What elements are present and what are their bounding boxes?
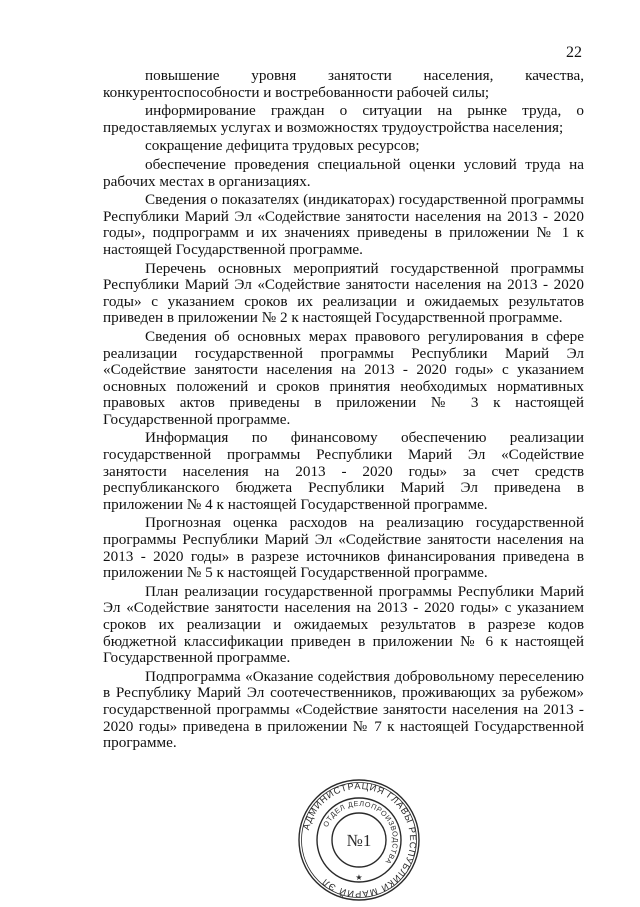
paragraph: План реализации государственной программы Республики Марий Эл «Содействие занятости населения на 2013 - 2020 годы» с указанием сроков их реализации и ожидаемых результатов в разрезе кодов бюджетной классификации приведен в приложении № 6 к настоящей Государственной программе. xyxy=(103,582,584,667)
paragraph: Перечень основных мероприятий государственной программы Республики Марий Эл «Содействие занятости населения на 2013 - 2020 годы» с указанием сроков их реализации и ожидаемых результатов приведен в приложении № 2 к настоящей Государственной программе. xyxy=(103,259,584,327)
paragraph: повышение уровня занятости населения, качества, конкурентоспособности и востребованности рабочей силы; xyxy=(103,67,584,101)
stamp-number: №1 xyxy=(346,831,372,850)
stamp-inner-text: ОТДЕЛ ДЕЛОПРОИЗВОДСТВА xyxy=(321,798,401,867)
official-stamp xyxy=(297,778,421,902)
stamp-outer-text: АДМИНИСТРАЦИЯ ГЛАВЫ РЕСПУБЛИКИ МАРИЙ ЭЛ xyxy=(301,780,419,900)
paragraph: Сведения об основных мерах правового регулирования в сфере реализации государственной программы Республики Марий Эл «Содействие занятости населения на 2013 - 2020 годы» с указанием основных положений и сроков принятия необходимых нормативных правовых актов приведены в приложении № 3 к настоящей Государственной программе. xyxy=(103,327,584,428)
paragraph: Информация по финансовому обеспечению реализации государственной программы Республики Марий Эл «Содействие занятости населения на 2013 - 2020 годы» за счет средств республиканского бюджета Республики Марий Эл приведена в приложении № 4 к настоящей Государственной программе. xyxy=(103,429,584,513)
stamp-seal xyxy=(297,778,421,902)
paragraph: Сведения о показателях (индикаторах) государственной программы Республики Марий Эл «Содействие занятости населения на 2013 - 2020 годы», подпрограмм и их значениях приведены в приложении № 1 к настоящей Государственной программе. xyxy=(103,191,584,258)
stamp-star-icon: ★ xyxy=(355,873,363,882)
paragraph: Прогнозная оценка расходов на реализацию государственной программы Республики Марий Эл «Содействие занятости населения на 2013 - 2020 годы» в разрезе источников финансирования приведена в приложении № 5 к настоящей Государственной программе. xyxy=(103,514,584,582)
body-text xyxy=(103,68,584,754)
paragraph: сокращение дефицита трудовых ресурсов; xyxy=(145,137,420,155)
paragraph: обеспечение проведения специальной оценки условий труда на рабочих местах в организациях. xyxy=(103,155,584,190)
paragraph: информирование граждан о ситуации на рынке труда, о предоставляемых услугах и возможностях трудоустройства населения; xyxy=(103,102,584,136)
page-number: 22 xyxy=(566,44,582,61)
paragraph: Подпрограмма «Оказание содействия добровольному переселению в Республику Марий Эл соотечественников, проживающих за рубежом» государственной программы «Содействие занятости населения на 2013 - 2020 годы» приведена в приложении № 7 к настоящей Государственной программе. xyxy=(103,667,584,752)
